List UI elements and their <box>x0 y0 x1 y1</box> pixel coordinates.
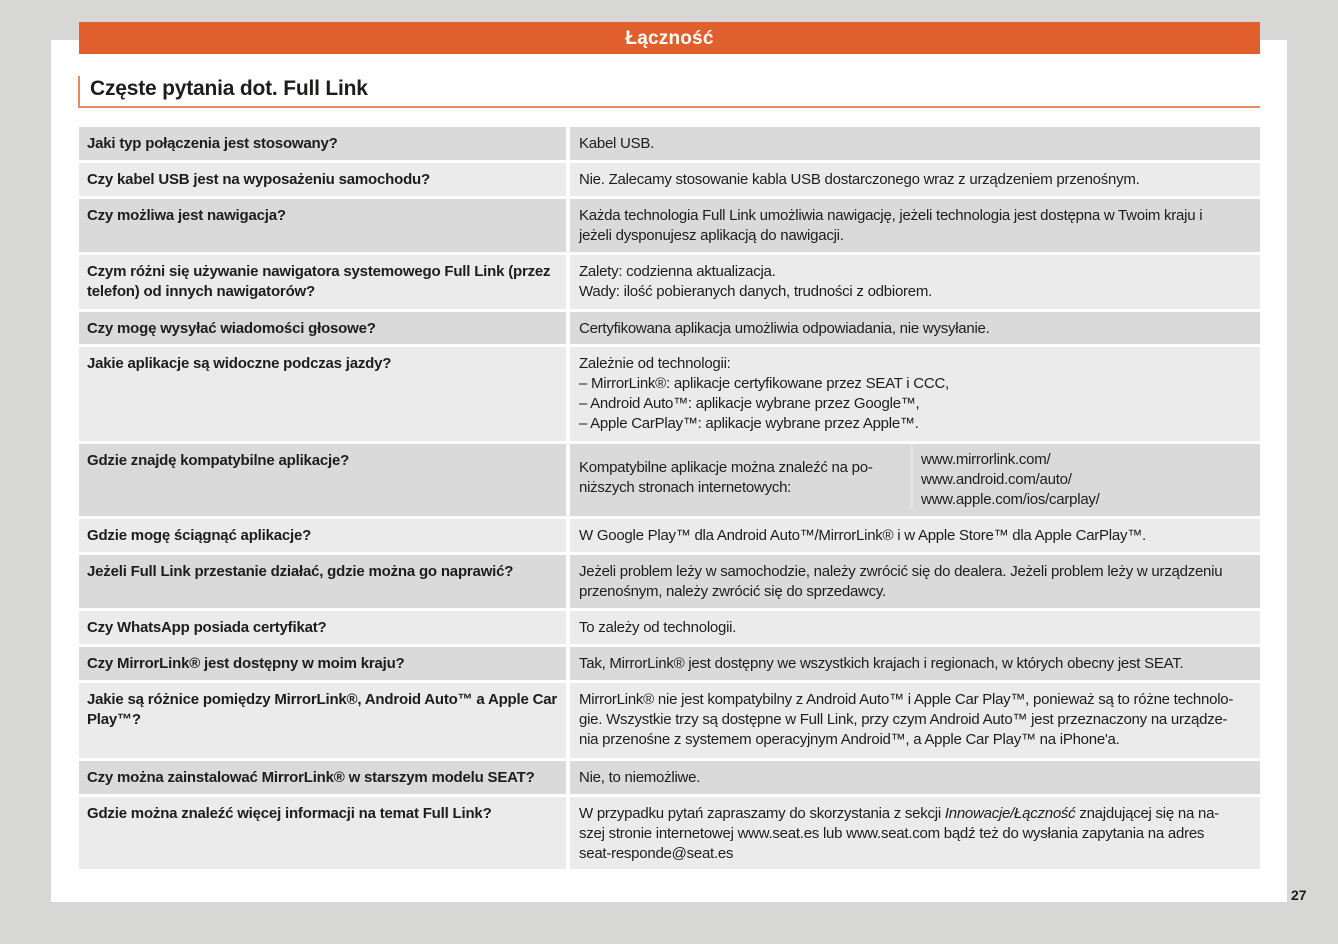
faq-answer <box>570 647 1260 680</box>
contact-email[interactable]: seat-responde@seat.es <box>579 845 734 862</box>
faq-question <box>79 519 566 552</box>
page-number: 27 <box>1291 887 1307 903</box>
answer-text-segment: W przypadku pytań zapraszamy do skorzystania z sekcji <box>579 805 945 822</box>
question-text: Gdzie mogę ściągnąć aplikacje? <box>87 527 312 544</box>
question-text: Czy MirrorLink® jest dostępny w moim kraju? <box>87 655 405 672</box>
faq-question <box>79 127 566 160</box>
faq-question <box>79 647 566 680</box>
answer-text: przenośnym, należy zwrócić się do sprzedawcy. <box>579 583 886 600</box>
page-title-block <box>78 76 1260 108</box>
question-text: Gdzie znajdę kompatybilne aplikacje? <box>87 452 350 469</box>
answer-text: Kompatybilne aplikacje można znaleźć na po- <box>579 459 873 476</box>
page-title: Częste pytania dot. Full Link <box>90 77 368 100</box>
question-text: Gdzie można znaleźć więcej informacji na temat Full Link? <box>87 805 492 822</box>
answer-links <box>913 444 1260 509</box>
question-text: Czy WhatsApp posiada certyfikat? <box>87 619 327 636</box>
answer-description <box>570 444 913 509</box>
faq-question <box>79 163 566 196</box>
faq-question <box>79 444 566 516</box>
answer-text: Zależnie od technologii: <box>579 355 731 372</box>
faq-question <box>79 347 566 441</box>
faq-answer <box>570 444 1260 516</box>
question-text: Car Play™? <box>87 691 558 728</box>
answer-text: To zależy od technologii. <box>579 619 737 636</box>
answer-text <box>579 804 1250 824</box>
answer-text: – Apple CarPlay™: aplikacje wybrane przez Apple™. <box>579 415 919 432</box>
faq-question <box>79 312 566 344</box>
question-text: Czy możliwa jest nawigacja? <box>87 207 286 224</box>
question-text: Jaki typ połączenia jest stosowany? <box>87 135 338 152</box>
faq-question <box>79 761 566 794</box>
faq-row <box>79 199 1260 252</box>
faq-question <box>79 255 566 309</box>
faq-row <box>79 519 1260 552</box>
faq-row <box>79 683 1260 758</box>
answer-text: Każda technologia Full Link umożliwia nawigację, jeżeli technologia jest dostępna w Twoim kraju i <box>579 207 1203 224</box>
answer-text: Zalety: codzienna aktualizacja. <box>579 263 776 280</box>
question-text: Czym różni się używanie nawigatora systemowego Full Link <box>87 263 505 280</box>
answer-text-segment: znajdującej się na na- <box>1075 805 1219 822</box>
faq-answer <box>570 611 1260 644</box>
answer-text: Tak, MirrorLink® jest dostępny we wszystkich krajach i regionach, w których obecny jest SEAT. <box>579 655 1184 672</box>
question-text: Jeżeli Full Link przestanie działać, gdzie można go naprawić? <box>87 563 514 580</box>
question-text: Czy można zainstalować MirrorLink® w starszym modelu SEAT? <box>87 769 535 786</box>
answer-text: Certyfikowana aplikacja umożliwia odpowiadania, nie wysyłanie. <box>579 320 990 337</box>
answer-text: – Android Auto™: aplikacje wybrane przez Google™, <box>579 395 920 412</box>
faq-question <box>79 555 566 608</box>
question-text: (przez telefon) od innych nawigatorów? <box>87 263 551 300</box>
faq-answer <box>570 163 1260 196</box>
link-apple-carplay[interactable]: www.apple.com/ios/carplay/ <box>921 491 1100 508</box>
faq-answer <box>570 555 1260 608</box>
faq-answer <box>570 761 1260 794</box>
answer-text: Wady: ilość pobieranych danych, trudności z odbiorem. <box>579 283 933 300</box>
faq-answer <box>570 199 1260 252</box>
answer-text: – MirrorLink®: aplikacje certyfikowane przez SEAT i CCC, <box>579 375 949 392</box>
answer-text: Nie. Zalecamy stosowanie kabla USB dostarczonego wraz z urządzeniem przenośnym. <box>579 171 1140 188</box>
answer-text: W Google Play™ dla Android Auto™/MirrorLink® i w Apple Store™ dla Apple CarPlay™. <box>579 527 1146 544</box>
section-header-label: Łączność <box>625 28 714 49</box>
link-android-auto[interactable]: www.android.com/auto/ <box>921 471 1072 488</box>
faq-row <box>79 163 1260 196</box>
faq-row <box>79 255 1260 309</box>
faq-row <box>79 647 1260 680</box>
question-text: Czy kabel USB jest na wyposażeniu samochodu? <box>87 171 430 188</box>
faq-answer <box>570 519 1260 552</box>
faq-question <box>79 611 566 644</box>
section-header-bar <box>79 22 1260 54</box>
faq-question <box>79 797 566 869</box>
faq-row <box>79 444 1260 516</box>
answer-text: nia przenośne z systemem operacyjnym Android™, a Apple Car Play™ na iPhone'a. <box>579 731 1120 748</box>
link-mirrorlink[interactable]: www.mirrorlink.com/ <box>921 451 1051 468</box>
faq-question <box>79 683 566 758</box>
answer-text: szej stronie internetowej www.seat.es lub www.seat.com bądź też do wysłania zapytania na adres <box>579 825 1205 842</box>
faq-row <box>79 611 1260 644</box>
answer-text: niższych stronach internetowych: <box>579 479 792 496</box>
answer-text: gie. Wszystkie trzy są dostępne w Full Link, przy czym Android Auto™ jest przeznaczony na urządze- <box>579 711 1228 728</box>
answer-text: Nie, to niemożliwe. <box>579 769 701 786</box>
faq-row <box>79 761 1260 794</box>
answer-text: Jeżeli problem leży w samochodzie, należy zwrócić się do dealera. Jeżeli problem leży w urządzeniu <box>579 563 1223 580</box>
faq-row <box>79 347 1260 441</box>
faq-answer <box>570 255 1260 309</box>
faq-row <box>79 797 1260 869</box>
faq-answer <box>570 683 1260 758</box>
answer-text: jeżeli dysponujesz aplikacją do nawigacji. <box>579 227 844 244</box>
faq-row <box>79 127 1260 160</box>
faq-answer <box>570 127 1260 160</box>
faq-row <box>79 312 1260 344</box>
question-text: Jakie są różnice pomiędzy MirrorLink®, Android Auto™ a Apple <box>87 691 529 708</box>
question-text: Jakie aplikacje są widoczne podczas jazdy? <box>87 355 392 372</box>
faq-answer <box>570 797 1260 869</box>
section-reference: Innowacje/Łączność <box>944 805 1076 822</box>
answer-text: MirrorLink® nie jest kompatybilny z Android Auto™ i Apple Car Play™, ponieważ są to różne technolo- <box>579 691 1234 708</box>
answer-text: Kabel USB. <box>579 135 655 152</box>
question-text: Czy mogę wysyłać wiadomości głosowe? <box>87 320 376 337</box>
answer-split <box>570 444 1260 509</box>
faq-answer <box>570 347 1260 441</box>
faq-question <box>79 199 566 252</box>
faq-answer <box>570 312 1260 344</box>
faq-row <box>79 555 1260 608</box>
